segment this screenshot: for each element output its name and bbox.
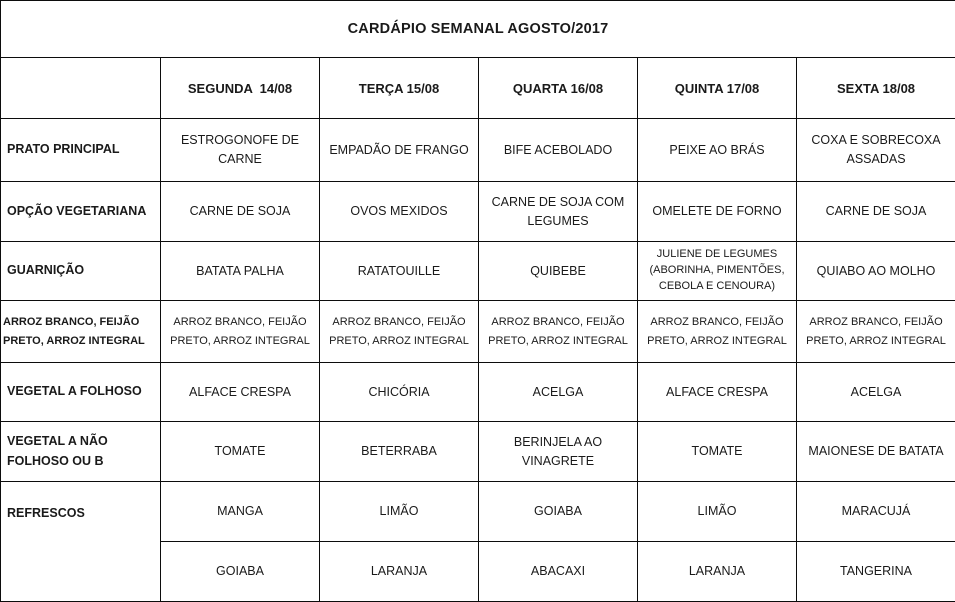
menu-cell: LARANJA [320,542,479,602]
menu-cell: QUIABO AO MOLHO [797,242,955,301]
menu-cell: BERINJELA AO VINAGRETE [479,422,638,482]
menu-cell: CARNE DE SOJA [161,182,320,242]
row-header-guarnicao: GUARNIÇÃO [1,242,161,301]
table-row [1,363,955,422]
menu-cell: TANGERINA [797,542,955,602]
menu-cell: ABACAXI [479,542,638,602]
menu-cell: TOMATE [638,422,797,482]
menu-cell: ARROZ BRANCO, FEIJÃO PRETO, ARROZ INTEGRAL [161,301,320,363]
menu-cell: LARANJA [638,542,797,602]
menu-cell: GOIABA [479,482,638,542]
corner-empty-cell [1,58,161,119]
menu-cell: MAIONESE DE BATATA [797,422,955,482]
menu-cell: ALFACE CRESPA [161,363,320,422]
table-row [1,1,955,58]
table-row [1,482,955,542]
menu-cell: ARROZ BRANCO, FEIJÃO PRETO, ARROZ INTEGRAL [320,301,479,363]
day-header-terca: TERÇA 15/08 [320,58,479,119]
table-row [1,119,955,182]
menu-cell: OMELETE DE FORNO [638,182,797,242]
menu-cell: QUIBEBE [479,242,638,301]
row-header-vegetal-nao-folhoso: VEGETAL A NÃO FOLHOSO OU B [1,422,161,482]
menu-cell: CARNE DE SOJA COM LEGUMES [479,182,638,242]
menu-cell: MANGA [161,482,320,542]
menu-cell: OVOS MEXIDOS [320,182,479,242]
menu-cell: ACELGA [479,363,638,422]
day-header-quinta: QUINTA 17/08 [638,58,797,119]
menu-cell: LIMÃO [320,482,479,542]
row-header-arroz-feijao: ARROZ BRANCO, FEIJÃO PRETO, ARROZ INTEGRAL [1,301,161,363]
menu-cell: CARNE DE SOJA [797,182,955,242]
row-header-prato-principal: PRATO PRINCIPAL [1,119,161,182]
day-header-sexta: SEXTA 18/08 [797,58,955,119]
menu-cell: PEIXE AO BRÁS [638,119,797,182]
row-header-refrescos: REFRESCOS [1,482,161,602]
menu-cell: ESTROGONOFE DE CARNE [161,119,320,182]
menu-cell: COXA E SOBRECOXA ASSADAS [797,119,955,182]
menu-cell: CHICÓRIA [320,363,479,422]
menu-cell: ARROZ BRANCO, FEIJÃO PRETO, ARROZ INTEGRAL [638,301,797,363]
menu-cell: EMPADÃO DE FRANGO [320,119,479,182]
page-title: CARDÁPIO SEMANAL AGOSTO/2017 [1,1,955,58]
table-row [1,182,955,242]
menu-cell: ALFACE CRESPA [638,363,797,422]
table-row [1,301,955,363]
menu-cell: MARACUJÁ [797,482,955,542]
menu-cell: BIFE ACEBOLADO [479,119,638,182]
day-header-quarta: QUARTA 16/08 [479,58,638,119]
menu-cell: BATATA PALHA [161,242,320,301]
day-header-row [1,58,955,119]
menu-cell: ACELGA [797,363,955,422]
row-header-opcao-vegetariana: OPÇÃO VEGETARIANA [1,182,161,242]
menu-cell: LIMÃO [638,482,797,542]
menu-cell: ARROZ BRANCO, FEIJÃO PRETO, ARROZ INTEGRAL [479,301,638,363]
day-header-segunda: SEGUNDA 14/08 [161,58,320,119]
menu-cell: JULIENE DE LEGUMES (ABORINHA, PIMENTÕES, CEBOLA E CENOURA) [638,242,797,301]
menu-cell: GOIABA [161,542,320,602]
table-row [1,242,955,301]
menu-cell: BETERRABA [320,422,479,482]
menu-cell: ARROZ BRANCO, FEIJÃO PRETO, ARROZ INTEGRAL [797,301,955,363]
menu-cell: RATATOUILLE [320,242,479,301]
row-header-vegetal-folhoso: VEGETAL A FOLHOSO [1,363,161,422]
menu-cell: TOMATE [161,422,320,482]
table-row [1,422,955,482]
